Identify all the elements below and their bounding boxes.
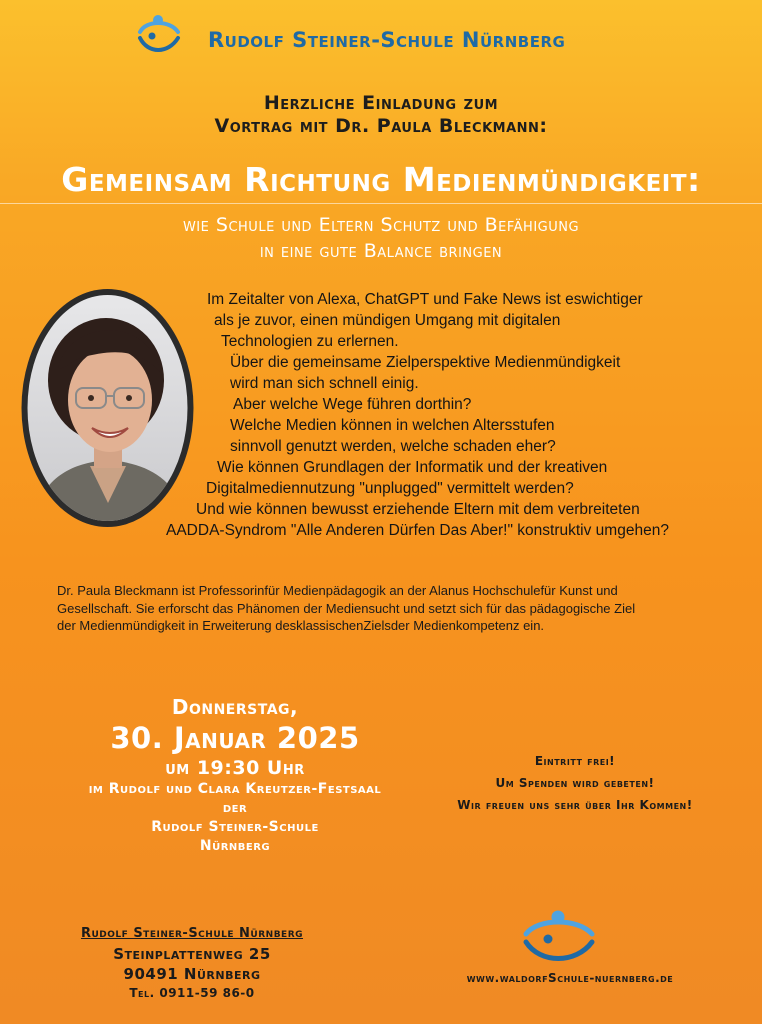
website-link[interactable]: www.waldorfSchule-nuernberg.de <box>466 971 674 985</box>
speaker-bio <box>57 582 707 635</box>
description-line: Technologien zu erlernen. <box>221 333 399 350</box>
description-line: Und wie können bewusst erziehende Eltern mit dem verbreiteten <box>196 501 640 518</box>
bio-line: Dr. Paula Bleckmann ist Professorinfür Medienpädagogik an der Alanus Hochschulefür Kunst und <box>57 583 618 598</box>
event-details <box>40 694 430 856</box>
event-date: 30. Januar 2025 <box>110 721 360 755</box>
admission-info <box>420 750 730 816</box>
admission-line: Eintritt frei! <box>534 754 616 768</box>
event-weekday: Donnerstag, <box>171 695 299 719</box>
address-school-name: Rudolf Steiner-Schule Nürnberg <box>80 926 304 941</box>
description-line: Welche Medien können in welchen Altersstufen <box>230 417 555 434</box>
description-line: sinnvoll genutzt werden, welche schaden eher? <box>230 438 556 455</box>
bio-line: Gesellschaft. Sie erforscht das Phänomen der Mediensucht und setzt sich für das pädagogische Ziel <box>57 600 636 616</box>
invitation-line-1: Herzliche Einladung zum <box>263 92 499 114</box>
address-street: Steinplattenweg 25 <box>113 945 271 963</box>
speaker-portrait-icon <box>20 288 195 528</box>
subtitle-line-1: wie Schule und Eltern Schutz und Befähigung <box>182 214 580 236</box>
admission-line: Wir freuen uns sehr über Ihr Kommen! <box>457 798 693 812</box>
invitation-heading <box>0 92 762 138</box>
description-line: AADDA-Syndrom "Alle Anderen Dürfen Das Aber!" konstruktiv umgehen? <box>166 522 669 539</box>
event-venue-line: Nürnberg <box>199 838 271 854</box>
invitation-line-2: Vortrag mit Dr. Paula Bleckmann: <box>214 115 548 137</box>
description-line: Im Zeitalter von Alexa, ChatGPT und Fake News ist eswichtiger <box>207 291 643 308</box>
description-line: Aber welche Wege führen dorthin? <box>233 396 472 413</box>
page-title: Gemeinsam Richtung Medienmündigkeit: <box>61 160 701 199</box>
event-time: um 19:30 Uhr <box>165 757 305 779</box>
event-venue-line: im Rudolf und Clara Kreutzer-Festsaal <box>88 781 382 797</box>
address-phone: Tel. 0911-59 86-0 <box>129 986 255 1000</box>
school-address <box>52 924 332 1002</box>
description-line: wird man sich schnell einig. <box>230 375 419 392</box>
event-venue-line: Rudolf Steiner-Schule <box>151 819 319 835</box>
bio-line: der Medienmündigkeit in Erweiterung desklassischenZielsder Medienkompetenz ein. <box>57 618 545 633</box>
description-line: Wie können Grundlagen der Informatik und der kreativen <box>217 459 608 476</box>
school-name-header: Rudolf Steiner-Schule Nürnberg <box>208 28 566 52</box>
school-logo-icon <box>518 908 598 968</box>
subtitle-line-2: in eine gute Balance bringen <box>259 240 503 262</box>
description-line: Digitalmediennutzung "unplugged" vermittelt werden? <box>206 480 574 497</box>
event-venue-line: der <box>222 800 248 816</box>
description-line: Über die gemeinsame Zielperspektive Medienmündigkeit <box>230 354 621 371</box>
title-divider <box>0 203 762 204</box>
school-logo-icon <box>134 12 182 58</box>
subtitle <box>0 212 762 264</box>
admission-line: Um Spenden wird gebeten! <box>495 776 655 790</box>
address-city: 90491 Nürnberg <box>123 965 261 983</box>
description-line: als je zuvor, einen mündigen Umgang mit digitalen <box>214 312 561 329</box>
